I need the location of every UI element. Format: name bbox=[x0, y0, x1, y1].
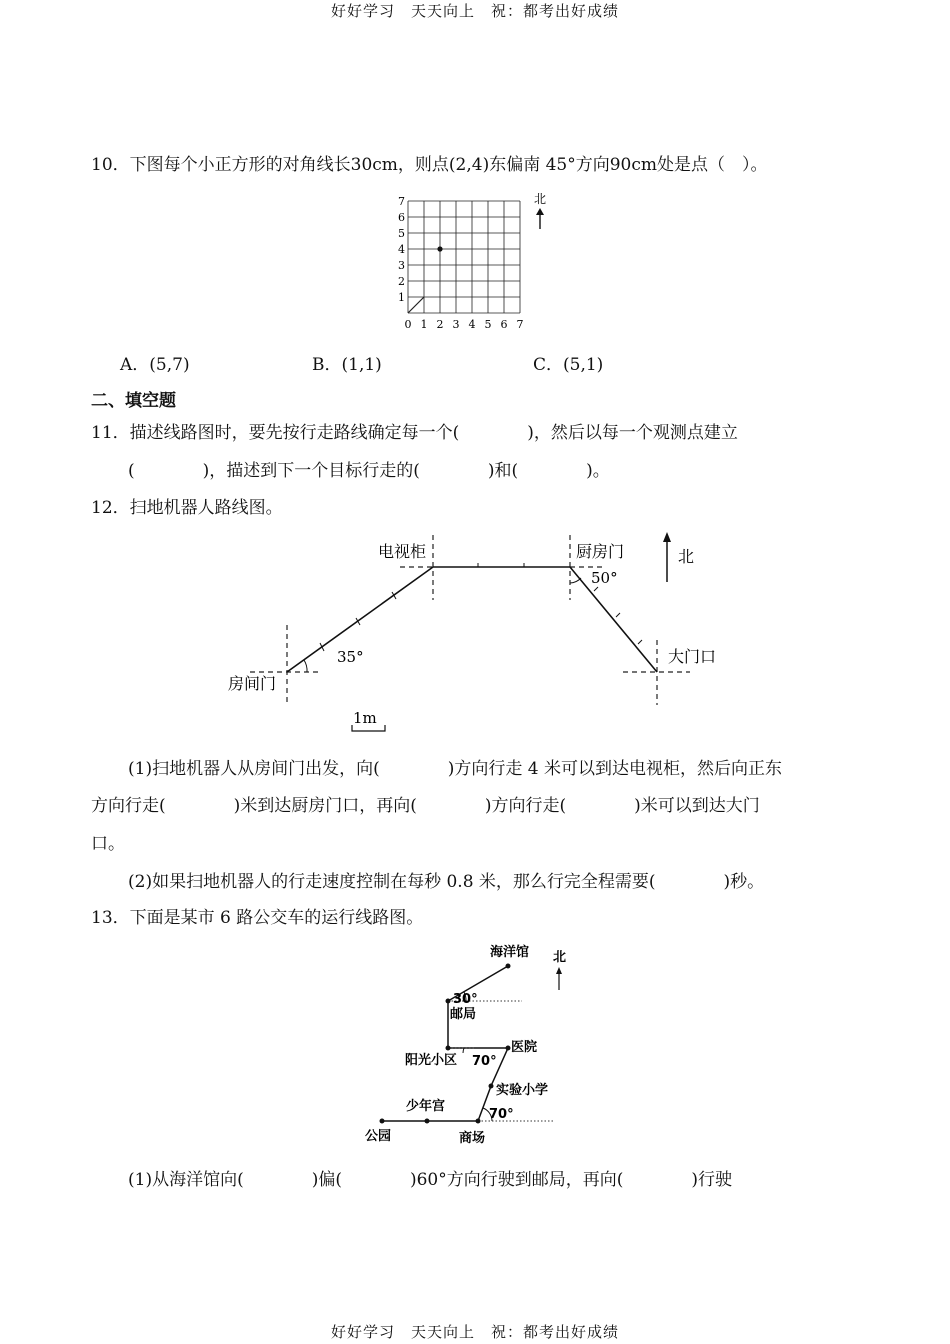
page-header: 好好学习 天天向上 祝：都考出好成绩 bbox=[330, 2, 619, 20]
option-value: (5,1) bbox=[563, 355, 604, 375]
q12-p1-line3: 口。 bbox=[91, 834, 125, 854]
x-tick-label: 3 bbox=[452, 318, 460, 331]
y-tick-label: 5 bbox=[398, 227, 405, 240]
coordinate-grid bbox=[408, 201, 520, 313]
x-tick-label: 1 bbox=[420, 318, 428, 331]
north-arrowhead-icon bbox=[556, 967, 562, 974]
option-value: (1,1) bbox=[341, 355, 382, 375]
y-tick-label: 2 bbox=[398, 275, 405, 288]
y-tick-label: 7 bbox=[398, 195, 405, 208]
grid-point bbox=[437, 246, 442, 251]
aquarium-label: 海洋馆 bbox=[490, 945, 530, 960]
bus-route bbox=[382, 966, 508, 1121]
option-label: A． bbox=[120, 355, 150, 375]
q13-bus-route-diagram bbox=[360, 938, 590, 1153]
x-tick-label: 5 bbox=[484, 318, 492, 331]
x-tick-label: 2 bbox=[436, 318, 444, 331]
q10-option-c[interactable] bbox=[533, 350, 603, 375]
q13-title: 13．下面是某市 6 路公交车的运行线路图。 bbox=[91, 908, 424, 928]
diagonal-segment bbox=[408, 297, 424, 313]
angle-70b-label: 70° bbox=[489, 1107, 514, 1122]
school-label: 实验小学 bbox=[496, 1083, 549, 1098]
q12-p1-line2: 方向行走( )米到达厨房门口，再向( )方向行走( )米可以到达大门 bbox=[91, 796, 760, 816]
q12-p2: (2)如果扫地机器人的行走速度控制在每秒 0.8 米，那么行完全程需要( )秒。 bbox=[128, 872, 765, 892]
y-tick-label: 3 bbox=[398, 259, 405, 272]
mall-label: 商场 bbox=[459, 1131, 486, 1146]
q13-p1: (1)从海洋馆向( )偏( )60°方向行驶到邮局，再向( )行驶 bbox=[128, 1170, 733, 1190]
option-label: C． bbox=[533, 355, 564, 375]
y-tick-label: 4 bbox=[398, 243, 405, 256]
q10-option-a[interactable] bbox=[120, 350, 190, 375]
q12-p1-line1: (1)扫地机器人从房间门出发，向( )方向行走 4 米可以到达电视柜，然后向正东 bbox=[128, 759, 782, 779]
park-label: 公园 bbox=[365, 1129, 392, 1144]
angle-arc-35 bbox=[304, 660, 307, 672]
angle-35-label: 35° bbox=[337, 648, 364, 666]
x-tick-label: 7 bbox=[516, 318, 524, 331]
angle-70a-label: 70° bbox=[472, 1054, 497, 1069]
scale-label: 1m bbox=[353, 709, 377, 727]
tv-cabinet-label: 电视柜 bbox=[378, 542, 427, 561]
angle-50-label: 50° bbox=[591, 569, 618, 587]
kitchen-door-label: 厨房门 bbox=[576, 542, 625, 561]
page-footer: 好好学习 天天向上 祝：都考出好成绩 bbox=[330, 1323, 619, 1341]
option-label: B． bbox=[312, 355, 342, 375]
q11-line1: 11．描述线路图时，要先按行走路线确定每一个( )，然后以每一个观测点建立 bbox=[91, 423, 738, 443]
post-office-label: 邮局 bbox=[450, 1007, 477, 1022]
q12-route-diagram bbox=[220, 525, 740, 740]
y-tick-label: 1 bbox=[398, 291, 405, 304]
y-tick-label: 6 bbox=[398, 211, 405, 224]
hospital-label: 医院 bbox=[511, 1040, 538, 1055]
north-label: 北 bbox=[553, 950, 567, 965]
north-label: 北 bbox=[678, 547, 695, 566]
x-tick-label: 0 bbox=[404, 318, 412, 331]
angle-30-label: 30° bbox=[453, 992, 478, 1007]
q10-grid-figure bbox=[390, 188, 570, 338]
option-value: (5,7) bbox=[149, 355, 190, 375]
gate-label: 大门口 bbox=[668, 647, 717, 666]
sunshine-district-label: 阳光小区 bbox=[405, 1053, 458, 1068]
room-door-label: 房间门 bbox=[228, 674, 277, 693]
north-label: 北 bbox=[533, 192, 547, 206]
north-arrowhead-icon bbox=[663, 532, 671, 542]
x-tick-label: 6 bbox=[500, 318, 508, 331]
q11-line2: ( )，描述到下一个目标行走的( )和( )。 bbox=[128, 461, 610, 481]
x-tick-label: 4 bbox=[468, 318, 476, 331]
section-title: 二、填空题 bbox=[91, 391, 176, 411]
x-axis-ticks bbox=[405, 318, 524, 331]
q10-option-b[interactable] bbox=[312, 350, 382, 375]
y-axis-ticks bbox=[398, 195, 405, 304]
q12-title: 12．扫地机器人路线图。 bbox=[91, 498, 283, 518]
youth-palace-label: 少年宫 bbox=[406, 1099, 446, 1114]
north-arrowhead-icon bbox=[536, 208, 544, 215]
q10-stem: 10．下图每个小正方形的对角线长30cm，则点(2,4)东偏南 45°方向90cm处是点（ ）。 bbox=[91, 155, 768, 175]
